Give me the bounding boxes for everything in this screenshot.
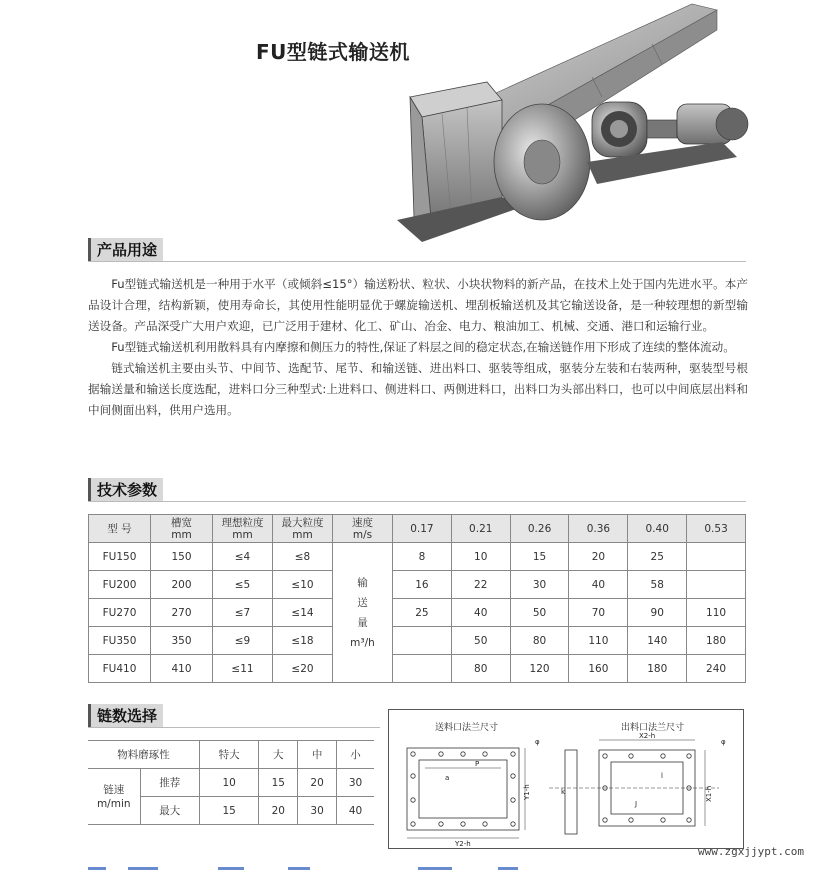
- section-chain-divider: [88, 727, 380, 728]
- inlet-bolt-holes: [411, 752, 515, 826]
- header-speed-4: 0.40: [628, 515, 687, 543]
- capacity-label-1: 送: [357, 596, 368, 609]
- cell-value: 15: [510, 543, 569, 571]
- cell-max: ≤20: [273, 655, 333, 683]
- chain-row-label: 最大: [140, 797, 199, 825]
- cell-ideal: ≤4: [213, 543, 273, 571]
- cell-value: 70: [569, 599, 628, 627]
- chain-table: [88, 740, 374, 825]
- cell-value: 20: [298, 769, 337, 797]
- flange-drawing: [388, 709, 744, 849]
- cell-value: 110: [569, 627, 628, 655]
- header-speed-2: 0.26: [510, 515, 569, 543]
- table-row: [89, 599, 746, 627]
- cell-value: 58: [628, 571, 687, 599]
- header-model: 型 号: [89, 515, 151, 543]
- outlet-label-x1h: X1-h: [705, 785, 713, 802]
- outlet-title: 出料口法兰尺寸: [621, 723, 685, 733]
- header-speed-3: 0.36: [569, 515, 628, 543]
- chain-speed-label: 链速: [103, 783, 125, 796]
- cell-max: ≤10: [273, 571, 333, 599]
- capacity-label-cell: [333, 543, 393, 683]
- outlet-label-x2h: X2-h: [639, 732, 656, 740]
- cell-value: 180: [628, 655, 687, 683]
- section-specs-divider: [88, 501, 746, 502]
- cell-model: FU410: [89, 655, 151, 683]
- paragraph-3: 链式输送机主要由头节、中间节、选配节、尾节、和输送链、进出料口、驱装等组成，驱装分左装和右装两种，驱装型号根据输送量和输送长度选配，进料口分三种型式:上进料口、侧进料口、两侧进料口，出料口为头部出料口，也可以中间底层出料和中间侧面出料，供用户选用。: [88, 361, 748, 417]
- cell-model: FU150: [89, 543, 151, 571]
- table-row: [89, 543, 746, 571]
- header-speed-label: 速度: [352, 516, 373, 529]
- cell-width: 150: [151, 543, 213, 571]
- inlet-label-a: a: [445, 774, 450, 782]
- outlet-label-phi: φ: [721, 738, 726, 746]
- cell-ideal: ≤5: [213, 571, 273, 599]
- flange-drawing-svg: [389, 710, 743, 848]
- cell-value: 160: [569, 655, 628, 683]
- cell-value: 40: [569, 571, 628, 599]
- site-watermark: www.zgxjjypt.com: [698, 845, 804, 858]
- chain-level: 特大: [199, 741, 258, 769]
- cell-width: 350: [151, 627, 213, 655]
- header-ideal-label: 理想粒度: [221, 516, 264, 529]
- paragraph-1: Fu型链式输送机是一种用于水平（或倾斜≤15°）输送粉状、粒状、小块状物料的新产品，在技术上处于国内先进水平。本产品设计合理，结构新颖，使用寿命长，其使用性能明显优于螺旋输送机、埋刮板输送机及其它输送设备，是一种较理想的新型输送设备。产品深受广大用户欢迎，已广泛用于建材、化工、矿山、冶金、电力、粮油加工、机械、交通、港口和运输行业。: [88, 277, 748, 333]
- conveyor-machine-image: [392, 2, 752, 250]
- header-max-unit: mm: [292, 528, 313, 541]
- cell-value: 110: [687, 599, 746, 627]
- spec-table: [88, 514, 746, 683]
- cell-max: ≤8: [273, 543, 333, 571]
- cell-ideal: ≤11: [213, 655, 273, 683]
- cell-ideal: ≤7: [213, 599, 273, 627]
- header-speed-0: 0.17: [393, 515, 452, 543]
- section-chain-label: 链数选择: [88, 704, 163, 728]
- cell-value: 25: [628, 543, 687, 571]
- cell-value: 10: [199, 769, 258, 797]
- header-ideal: [213, 515, 273, 543]
- section-usage-label: 产品用途: [88, 238, 163, 262]
- cell-value: 22: [451, 571, 510, 599]
- cell-width: 270: [151, 599, 213, 627]
- cell-max: ≤18: [273, 627, 333, 655]
- inlet-label-phi: φ: [535, 738, 540, 746]
- page-title: FU型链式输送机: [256, 40, 410, 64]
- section-specs-label: 技术参数: [88, 478, 163, 502]
- inlet-label-y1h: Y1-h: [523, 784, 531, 800]
- header-max: [273, 515, 333, 543]
- outlet-label-l: l: [661, 772, 663, 780]
- inlet-inner-frame: [419, 760, 507, 818]
- cell-max: ≤14: [273, 599, 333, 627]
- cell-value: 50: [451, 627, 510, 655]
- cell-value: 80: [510, 627, 569, 655]
- capacity-label-0: 输: [357, 576, 368, 589]
- inlet-label-y2h: Y2-h: [455, 840, 471, 848]
- chain-row-label: 推荐: [140, 769, 199, 797]
- cell-model: FU200: [89, 571, 151, 599]
- cell-value: 20: [259, 797, 298, 825]
- header-speed: [333, 515, 393, 543]
- cell-width: 410: [151, 655, 213, 683]
- cell-value: 15: [199, 797, 258, 825]
- chain-level: 大: [259, 741, 298, 769]
- chain-speed-unit: m/min: [96, 797, 131, 810]
- header-width-label: 槽宽: [171, 516, 192, 529]
- section-usage-divider: [88, 261, 746, 262]
- header-max-label: 最大粒度: [281, 516, 324, 529]
- cell-value: 240: [687, 655, 746, 683]
- header-speed-5: 0.53: [687, 515, 746, 543]
- capacity-unit: m³/h: [350, 636, 375, 649]
- chain-level: 小: [337, 741, 375, 769]
- cell-value: 40: [337, 797, 375, 825]
- chain-speed-cell: [88, 769, 140, 825]
- cell-value: 30: [337, 769, 375, 797]
- bottom-cut-text: [88, 864, 748, 872]
- cell-value: 90: [628, 599, 687, 627]
- cell-value: [687, 543, 746, 571]
- cell-model: FU350: [89, 627, 151, 655]
- chain-level: 中: [298, 741, 337, 769]
- capacity-label-2: 量: [357, 616, 368, 629]
- cell-value: [393, 655, 452, 683]
- outlet-side-plate: [565, 750, 577, 834]
- cell-value: 80: [451, 655, 510, 683]
- chain-header-label: 物料磨琢性: [88, 741, 199, 769]
- usage-description: [88, 274, 748, 421]
- cell-value: 50: [510, 599, 569, 627]
- cell-value: 140: [628, 627, 687, 655]
- cell-model: FU270: [89, 599, 151, 627]
- spec-header-row: [89, 515, 746, 543]
- cell-value: 30: [298, 797, 337, 825]
- cell-value: 120: [510, 655, 569, 683]
- header-speed-unit: m/s: [352, 528, 373, 541]
- header-speed-1: 0.21: [451, 515, 510, 543]
- cell-value: 15: [259, 769, 298, 797]
- outlet-label-k: k: [561, 788, 566, 796]
- outlet-label-j: J: [635, 800, 638, 808]
- chain-header-row: [88, 741, 374, 769]
- table-row: [89, 655, 746, 683]
- cell-value: 10: [451, 543, 510, 571]
- table-row: [88, 769, 374, 797]
- header-width-unit: mm: [171, 528, 192, 541]
- table-row: [89, 571, 746, 599]
- inlet-title: 送料口法兰尺寸: [435, 723, 499, 733]
- table-row: [89, 627, 746, 655]
- cell-value: 8: [393, 543, 452, 571]
- paragraph-2: Fu型链式输送机利用散料具有内摩擦和侧压力的特性,保证了料层之间的稳定状态,在输送链作用下形成了连续的整体流动。: [111, 340, 735, 354]
- cell-value: [393, 627, 452, 655]
- header-ideal-unit: mm: [232, 528, 253, 541]
- header-width: [151, 515, 213, 543]
- cell-ideal: ≤9: [213, 627, 273, 655]
- cell-value: 40: [451, 599, 510, 627]
- cell-value: 30: [510, 571, 569, 599]
- cell-value: 16: [393, 571, 452, 599]
- cell-value: 25: [393, 599, 452, 627]
- cell-width: 200: [151, 571, 213, 599]
- cell-value: 20: [569, 543, 628, 571]
- inlet-label-p: P: [475, 760, 480, 768]
- cell-value: 180: [687, 627, 746, 655]
- cell-value: [687, 571, 746, 599]
